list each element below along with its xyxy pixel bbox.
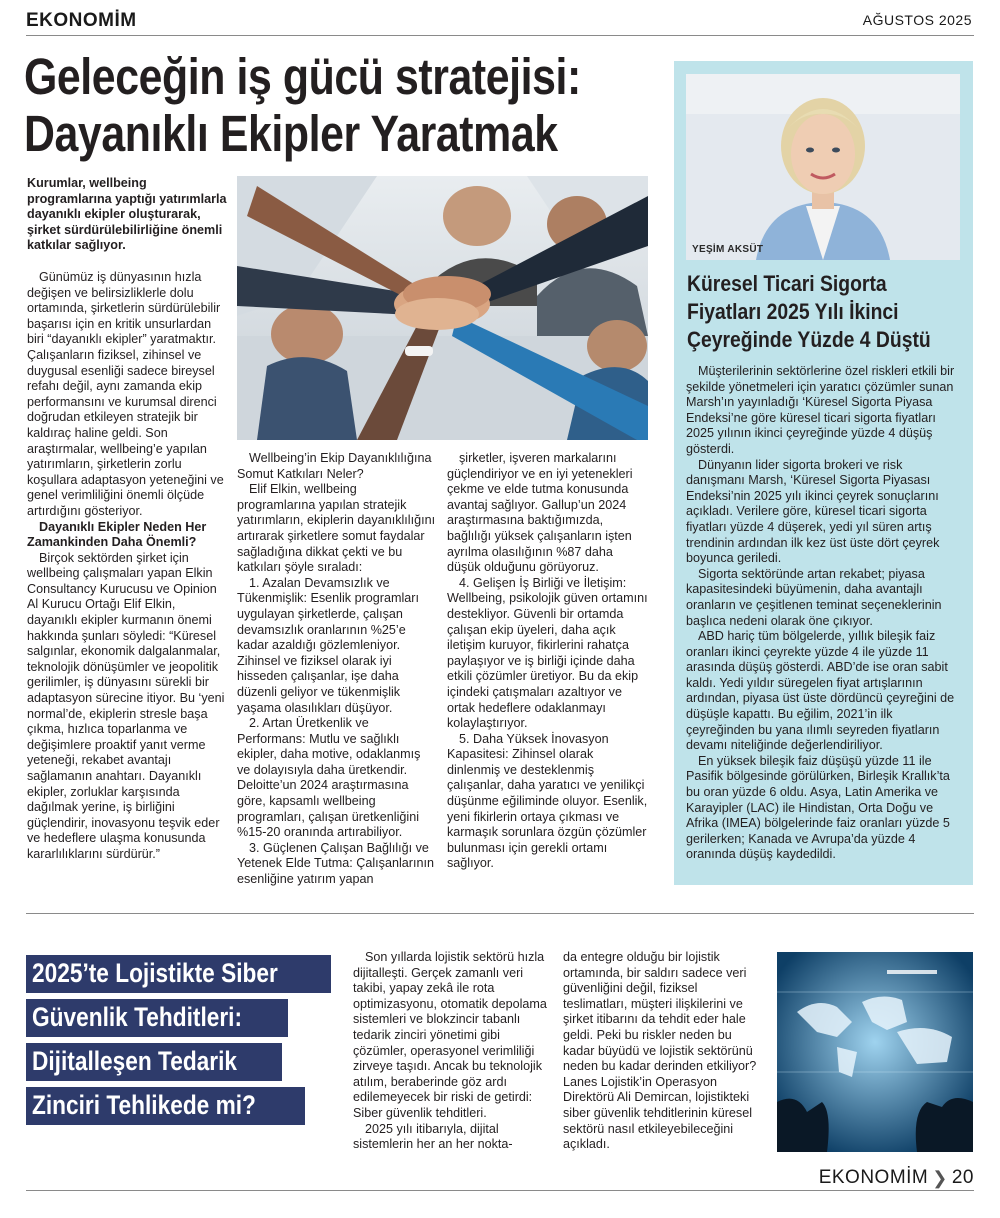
article-column-3 — [447, 451, 648, 872]
bottom-headline-line-2: Güvenlik Tehditleri: — [26, 999, 288, 1037]
paragraph: Müşterilerinin sektörlerine özel riskleri etkili bir şekilde yönetmeleri için yaratıcı çözümler sunan Marsh’ın yayınladığı ‘Küresel Sigorta Piyasa Endeksi’ne göre küresel ticari sigorta fiyatları 2025 yılının ikinci çeyreğinde yüzde 4 düşüş gösterdi. — [686, 364, 955, 456]
sidebar-headline-line-1: Küresel Ticari Sigorta — [687, 271, 887, 296]
page-number: 20 — [951, 1167, 974, 1188]
paragraph: Son yıllarda lojistik sektörü hızla dijitalleşti. Gerçek zamanlı veri takibi, yapay zekâ ile rota optimizasyonu, otomatik depolama sistemleri ve blokzincir tabanlı tedarik zinciri yönetimi gibi çözümler, operasyonel verimliliği zirveye taşıdı. Ancak bu teknolojik atılım, beraberinde göz ardı edilemeyecek bir riski de getirdi: Siber güvenlik tehditleri. — [353, 950, 547, 1120]
paragraph: 4. Gelişen İş Birliği ve İletişim: Wellbeing, psikolojik güven ortamını destekliyor. Güvenli bir ortamda çalışan ekip üyeleri, daha açık iletişim kuruyor, fikirlerini rahatça paylaşıyor ve iş birliği içinde daha etkili çözümler üretiyor. Bu da ekip içindeki çatışmaları azaltıyor ve ortak hedeflere odaklanmayı kolaylaştırıyor. — [447, 575, 648, 731]
bottom-headline-line-3: Dijitalleşen Tedarik — [26, 1043, 282, 1081]
headline-line-2: Dayanıklı Ekipler Yaratmak — [24, 105, 558, 162]
main-headline — [24, 48, 581, 162]
team-hands-photo — [237, 176, 648, 440]
paragraph: Günümüz iş dünyasının hızla değişen ve belirsizliklerle dolu ortamında, şirketlerin sürdürülebilir başarısı için en kritik unsurlardan biri “dayanıklı ekipler” yaratmaktır. Çalışanların fiziksel, zihinsel ve duygusal esenliği sadece bireysel refahı değil, aynı zamanda ekip performansını ve kurumsal direnci doğrudan etkileyen stratejik bir kaldıraç haline geldi. Son araştırmalar, wellbeing’e yapılan yatırımların, şirketlerin zorlu koşullara adaptasyon yeteneğini ve genel verimliliğini önemli ölçüde artırdığını gösteriyor. — [27, 270, 224, 518]
sidebar-headline — [687, 270, 945, 354]
bottom-column-1 — [353, 950, 553, 1153]
cyber-security-photo — [777, 952, 973, 1152]
footer-brand-name: EKONOMİM — [818, 1167, 929, 1188]
paragraph: da entegre olduğu bir lojistik ortamında, bir saldırı sadece veri güvenliğini değil, fiziksel teslimatları, müşteri ilişkilerini ve şirket itibarını da tehdit eder hale geldi. Peki bu riskler neden bu kadar büyüdü ve lojistik sektörünü neden bu kadar derinden etkiliyor? Lanes Lojistik’in Operasyon Direktörü Ali Demircan, lojistikteki siber güvenlik tehditlerinin küresel sektörü nasıl etkileyebileceğini açıkladı. — [563, 950, 757, 1152]
chevron-right-icon: ❯ — [932, 1167, 948, 1188]
paragraph: En yüksek bileşik faiz düşüşü yüzde 11 ile Pasifik bölgesinde görülürken, Birleşik Krallık’ta bu oran yüzde 6 oldu. Asya, Latin Amerika ve Karayipler (LAC) ile Hindistan, Orta Doğu ve Afrika (IMEA) bölgelerinde faiz oranları yüzde 5 gerilerken; Kanada ve Avrupa’da yüzde 4 oranında düşüş kaydedildi. — [686, 753, 950, 862]
paragraph: 2025 yılı itibarıyla, dijital sistemlerin her an her nokta- — [353, 1121, 513, 1152]
paragraph: Sigorta sektöründe artan rekabet; piyasa kapasitesindeki büyümenin, daha avantajlı oranların ve çeşitlenen teminat seçeneklerinin başlıca nedeni olarak öne çıkıyor. — [686, 566, 942, 628]
footer-brand — [819, 1167, 974, 1189]
paragraph: Dünyanın lider sigorta brokeri ve risk danışmanı Marsh, ‘Küresel Sigorta Piyasası Endeksi’nin 2025 yılı ikinci çeyrek sonuçlarını açıkladı. Verilere göre, küresel ticari sigorta fiyatları yüzde 4 düşerek, yedi yıl süren artış trendinin ardından ilk kez üst üste dört çeyrek boyunca geriledi. — [686, 457, 940, 566]
bottom-column-2 — [563, 950, 765, 1153]
portrait-illustration — [686, 74, 960, 260]
article-lede: Kurumlar, wellbeing programlarına yaptığı yatırımlarla dayanıklı ekipler oluşturarak, şirket sürdürülebilirliğine önemli katkılar sağlıyor. — [27, 176, 227, 252]
paragraph: Wellbeing’in Ekip Dayanıklılığına Somut Katkıları Neler? — [237, 451, 432, 481]
team-hands-illustration — [237, 176, 648, 440]
paragraph: Birçok sektörden şirket için wellbeing çalışmaları yapan Elkin Consultancy Kurucusu ve Opinion Al Kurucu Ortağı Elif Elkin, dayanıklı ekipler kurmanın önemi hakkında şunları söyledi: “Küresel salgınlar, ekonomik dalgalanmalar, teknolojik dönüşümler ve jeopolitik gerilimler, iş dünyasını sürekli bir adaptasyon sürecine itiyor. Bu ‘yeni normal’de, ekiplerin stresle başa çıkma, hızlıca toparlanma ve değişimlere proaktif yanıt verme yeteneği, rekabet avantajı sağlamanın anahtarı. Dayanıklı ekipler, zorluklar karşısında dağılmak yerine, iş birliğini güçlendirir, inovasyonu teşvik eder ve hedeflere ulaşma konusunda kararlılıklarını sürdürür.” — [27, 550, 225, 861]
sidebar-body — [686, 364, 962, 863]
bottom-headline-line-1: 2025’te Lojistikte Siber — [26, 955, 331, 993]
sidebar-headline-line-2: Fiyatları 2025 Yılı İkinci — [687, 299, 899, 324]
section-rule — [26, 913, 974, 914]
bottom-headline-line-4: Zinciri Tehlikede mi? — [26, 1087, 305, 1125]
paragraph: ABD hariç tüm bölgelerde, yıllık bileşik faiz oranları ikinci çeyrekte yüzde 4 ile yüzde 11 arasında düşüş gösterdi. ABD’de ise oran sabit kaldı. Yedi yıldır süregelen fiyat artışlarının ardından, piyasa üst üste dördüncü çeyreğini de düşüşle kapattı. Bu eğilim, 2021’in ilk çeyreğinden bu yana ılımlı seyreden fiyatların devamı niteliğinde değerlendiriliyor. — [686, 629, 955, 753]
sidebar-headline-line-3: Çeyreğinde Yüzde 4 Düştü — [687, 327, 931, 352]
paragraph: Elif Elkin, wellbeing programlarına yapılan stratejik yatırımların, ekiplerin dayanıklılığını artırarak şirketlere somut faydalar sağladığına dikkat çekti ve bu katkıları şöyle sıraladı: — [237, 482, 436, 575]
paragraph: şirketler, işveren markalarını güçlendiriyor ve en iyi yetenekleri çekme ve elde tutma konusunda avantaj sağlıyor. Gallup’un 2024 araştırmasına baktığımızda, bağlılığı yüksek çalışanların işten ayrılma olasılığının %87 daha düşük olduğunu görüyoruz. — [447, 451, 633, 575]
subheading: Dayanıklı Ekipler Neden Her Zamankinden Daha Önemli? — [27, 519, 207, 550]
footer-rule — [26, 1190, 974, 1191]
paragraph: 3. Güçlenen Çalışan Bağlılığı ve Yetenek Elde Tutma: Çalışanlarının esenliğine yatırım yapan — [237, 840, 434, 887]
article-column-1 — [27, 270, 227, 863]
paragraph: 2. Artan Üretkenlik ve Performans: Mutlu ve sağlıklı ekipler, daha motive, odaklanmış ve dolayısıyla daha üretkendir. Deloitte’un 2024 araştırmasına göre, kapsamlı wellbeing programları, çalışan üretkenliğini %15-20 oranında artırabiliyor. — [237, 716, 421, 840]
bottom-article-headline — [26, 955, 346, 1131]
cyber-illustration — [777, 952, 973, 1152]
photo-caption: YEŞİM AKSÜT — [692, 244, 764, 255]
header-rule — [26, 35, 974, 36]
headline-line-1: Geleceğin iş gücü stratejisi: — [24, 48, 581, 105]
paragraph: 1. Azalan Devamsızlık ve Tükenmişlik: Esenlik programları uygulayan şirketlerde, çalışan devamsızlık oranlarının %25’e kadar azaldığı gözlemleniyor. Zihinsel ve fiziksel olarak iyi hisseden çalışanlar, işe daha düzenli geliyor ve tükenmişlik yaşama olasılıkları düşüyor. — [237, 575, 419, 715]
section-name: EKONOMİM — [26, 10, 137, 31]
paragraph: 5. Daha Yüksek İnovasyon Kapasitesi: Zihinsel olarak dinlenmiş ve desteklenmiş çalışanlar, daha yaratıcı ve yenilikçi düşünme eğiliminde oluyor. Esenlik, yeni fikirlerin ortaya çıkması ve karmaşık sorunlara özgün çözümler bulunması için gerekli ortamı sağlıyor. — [447, 731, 648, 871]
portrait-photo — [686, 74, 960, 260]
article-column-2 — [237, 451, 437, 888]
issue-date: AĞUSTOS 2025 — [862, 12, 972, 28]
